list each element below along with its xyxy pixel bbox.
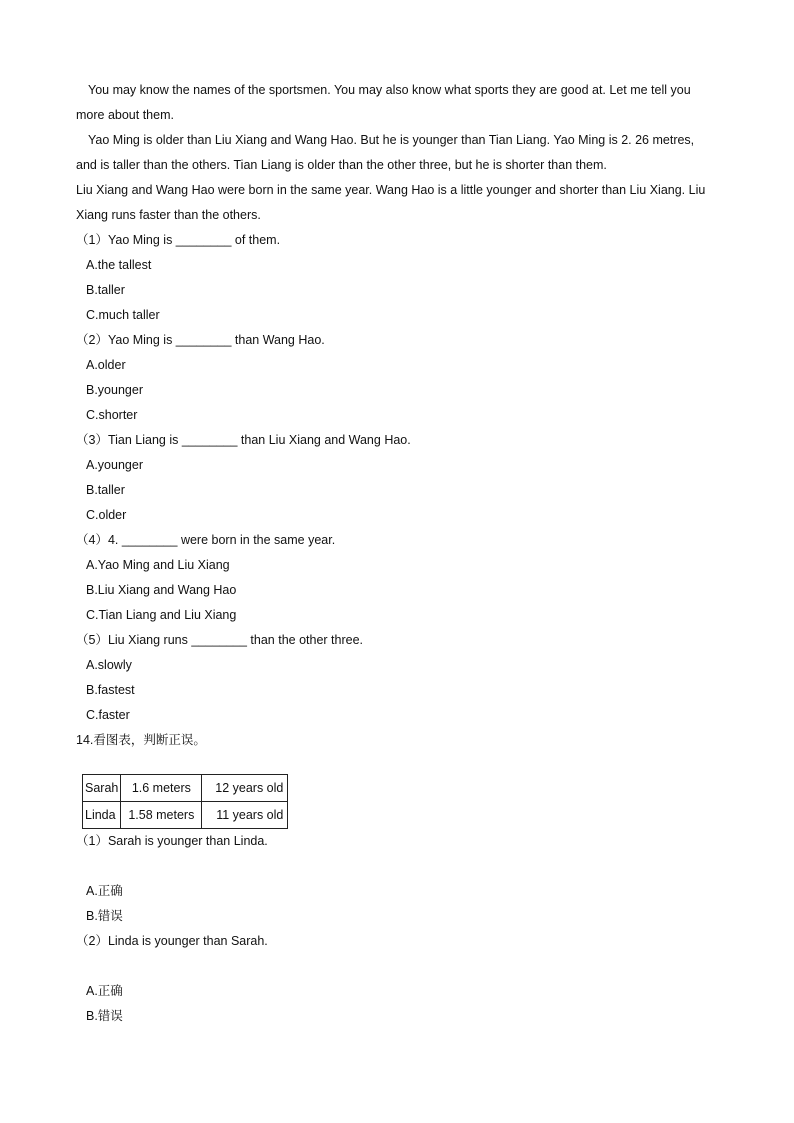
question-1	[76, 228, 718, 328]
table-cell-age: 12 years old	[202, 775, 288, 802]
table-cell-name: Sarah	[83, 775, 121, 802]
answer-option[interactable]: C.faster	[86, 708, 130, 722]
question-stem: （2）Yao Ming is ________ than Wang Hao.	[76, 333, 325, 347]
passage-line: Liu Xiang and Wang Hao were born in the same year. Wang Hao is a little younger and shorter than Liu Xiang. Liu	[76, 183, 706, 197]
tf-question-1	[76, 829, 718, 929]
table-row	[83, 802, 288, 829]
passage-line: Xiang runs faster than the others.	[76, 208, 261, 222]
section-14	[76, 728, 718, 1029]
answer-option[interactable]: A.Yao Ming and Liu Xiang	[86, 558, 230, 572]
answer-option[interactable]: B.错误	[86, 1009, 123, 1023]
comparison-table	[82, 774, 288, 829]
answer-option[interactable]: B.fastest	[86, 683, 135, 697]
question-2	[76, 328, 718, 428]
tf-question-2	[76, 929, 718, 1029]
answer-option[interactable]: A.younger	[86, 458, 143, 472]
passage-line: and is taller than the others. Tian Liang is older than the other three, but he is shorter than them.	[76, 158, 607, 172]
question-stem: （1）Sarah is younger than Linda.	[76, 834, 268, 848]
answer-option[interactable]: B.younger	[86, 383, 143, 397]
question-3	[76, 428, 718, 528]
table-cell-age: 11 years old	[202, 802, 288, 829]
answer-option[interactable]: C.older	[86, 508, 127, 522]
passage-line: more about them.	[76, 108, 174, 122]
section-title: 14.看图表，判断正误。	[76, 733, 206, 747]
answer-option[interactable]: A.正确	[86, 884, 123, 898]
question-4	[76, 528, 718, 628]
question-list	[76, 228, 718, 728]
spacer	[76, 854, 718, 879]
spacer	[76, 954, 718, 979]
reading-passage	[76, 78, 718, 228]
answer-option[interactable]: A.slowly	[86, 658, 132, 672]
question-5	[76, 628, 718, 728]
answer-option[interactable]: A.older	[86, 358, 126, 372]
answer-option[interactable]: B.Liu Xiang and Wang Hao	[86, 583, 237, 597]
passage-line: Yao Ming is older than Liu Xiang and Wang Hao. But he is younger than Tian Liang. Yao Ming is 2. 26 metres,	[88, 133, 695, 147]
answer-option[interactable]: A.the tallest	[86, 258, 152, 272]
question-stem: （5）Liu Xiang runs ________ than the other three.	[76, 633, 364, 647]
table-cell-height: 1.6 meters	[121, 775, 202, 802]
question-stem: （3）Tian Liang is ________ than Liu Xiang and Wang Hao.	[76, 433, 411, 447]
table-row	[83, 775, 288, 802]
table-cell-name: Linda	[83, 802, 121, 829]
answer-option[interactable]: B.taller	[86, 283, 125, 297]
answer-option[interactable]: B.taller	[86, 483, 125, 497]
answer-option[interactable]: A.正确	[86, 984, 123, 998]
question-stem: （1）Yao Ming is ________ of them.	[76, 233, 281, 247]
passage-line: You may know the names of the sportsmen. You may also know what sports they are good at. Let me tell you	[88, 83, 691, 97]
question-stem: （4）4. ________ were born in the same year.	[76, 533, 336, 547]
answer-option[interactable]: C.shorter	[86, 408, 138, 422]
question-stem: （2）Linda is younger than Sarah.	[76, 934, 268, 948]
answer-option[interactable]: C.Tian Liang and Liu Xiang	[86, 608, 237, 622]
table-cell-height: 1.58 meters	[121, 802, 202, 829]
answer-option[interactable]: B.错误	[86, 909, 123, 923]
answer-option[interactable]: C.much taller	[86, 308, 160, 322]
